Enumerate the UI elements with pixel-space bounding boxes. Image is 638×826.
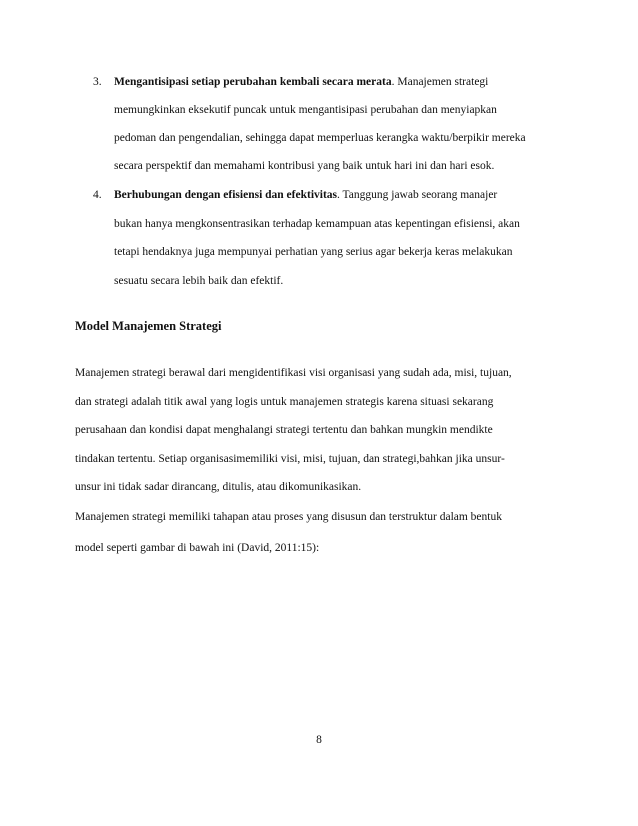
paragraph-line: tindakan tertentu. Setiap organisasimemiliki visi, misi, tujuan, dan strategi,bahkan jika unsur- bbox=[75, 453, 505, 465]
paragraph-line: dan strategi adalah titik awal yang logis untuk manajemen strategis karena situasi sekarang bbox=[75, 396, 494, 408]
paragraph-line: unsur ini tidak sadar dirancang, ditulis, atau dikomunikasikan. bbox=[75, 481, 362, 493]
list-item-text: . Tanggung jawab seorang manajer bbox=[337, 189, 498, 201]
paragraph-line: perusahaan dan kondisi dapat menghalangi strategi tertentu dan bahkan mungkin mendikte bbox=[75, 424, 493, 436]
page-number: 8 bbox=[316, 734, 322, 746]
paragraph-line: Manajemen strategi memiliki tahapan atau proses yang disusun dan terstruktur dalam bentuk bbox=[75, 511, 502, 523]
list-item-line: secara perspektif dan memahami kontribusi yang baik untuk hari ini dan hari esok. bbox=[114, 160, 495, 172]
list-item-title: Berhubungan dengan efisiensi dan efektivitas bbox=[114, 189, 338, 201]
list-item-line: tetapi hendaknya juga mempunyai perhatian yang serius agar bekerja keras melakukan bbox=[114, 246, 513, 258]
paragraph-line: Manajemen strategi berawal dari mengidentifikasi visi organisasi yang sudah ada, misi, tujuan, bbox=[75, 367, 512, 379]
list-item-line: sesuatu secara lebih baik dan efektif. bbox=[114, 275, 284, 287]
list-item-line: memungkinkan eksekutif puncak untuk mengantisipasi perubahan dan menyiapkan bbox=[114, 104, 497, 116]
list-number: 4. bbox=[93, 189, 102, 201]
paragraph-line: model seperti gambar di bawah ini (David, 2011:15): bbox=[75, 542, 320, 554]
list-item-text: . Manajemen strategi bbox=[391, 76, 489, 88]
section-heading: Model Manajemen Strategi bbox=[75, 319, 222, 333]
list-item-title: Mengantisipasi setiap perubahan kembali secara merata bbox=[114, 76, 392, 88]
list-item-first-line bbox=[114, 75, 488, 89]
list-item-line: bukan hanya mengkonsentrasikan terhadap kemampuan atas kepentingan efisiensi, akan bbox=[114, 218, 520, 230]
list-item-line: pedoman dan pengendalian, sehingga dapat memperluas kerangka waktu/berpikir mereka bbox=[114, 132, 526, 144]
list-number: 3. bbox=[93, 76, 102, 88]
list-item-first-line bbox=[114, 188, 497, 202]
